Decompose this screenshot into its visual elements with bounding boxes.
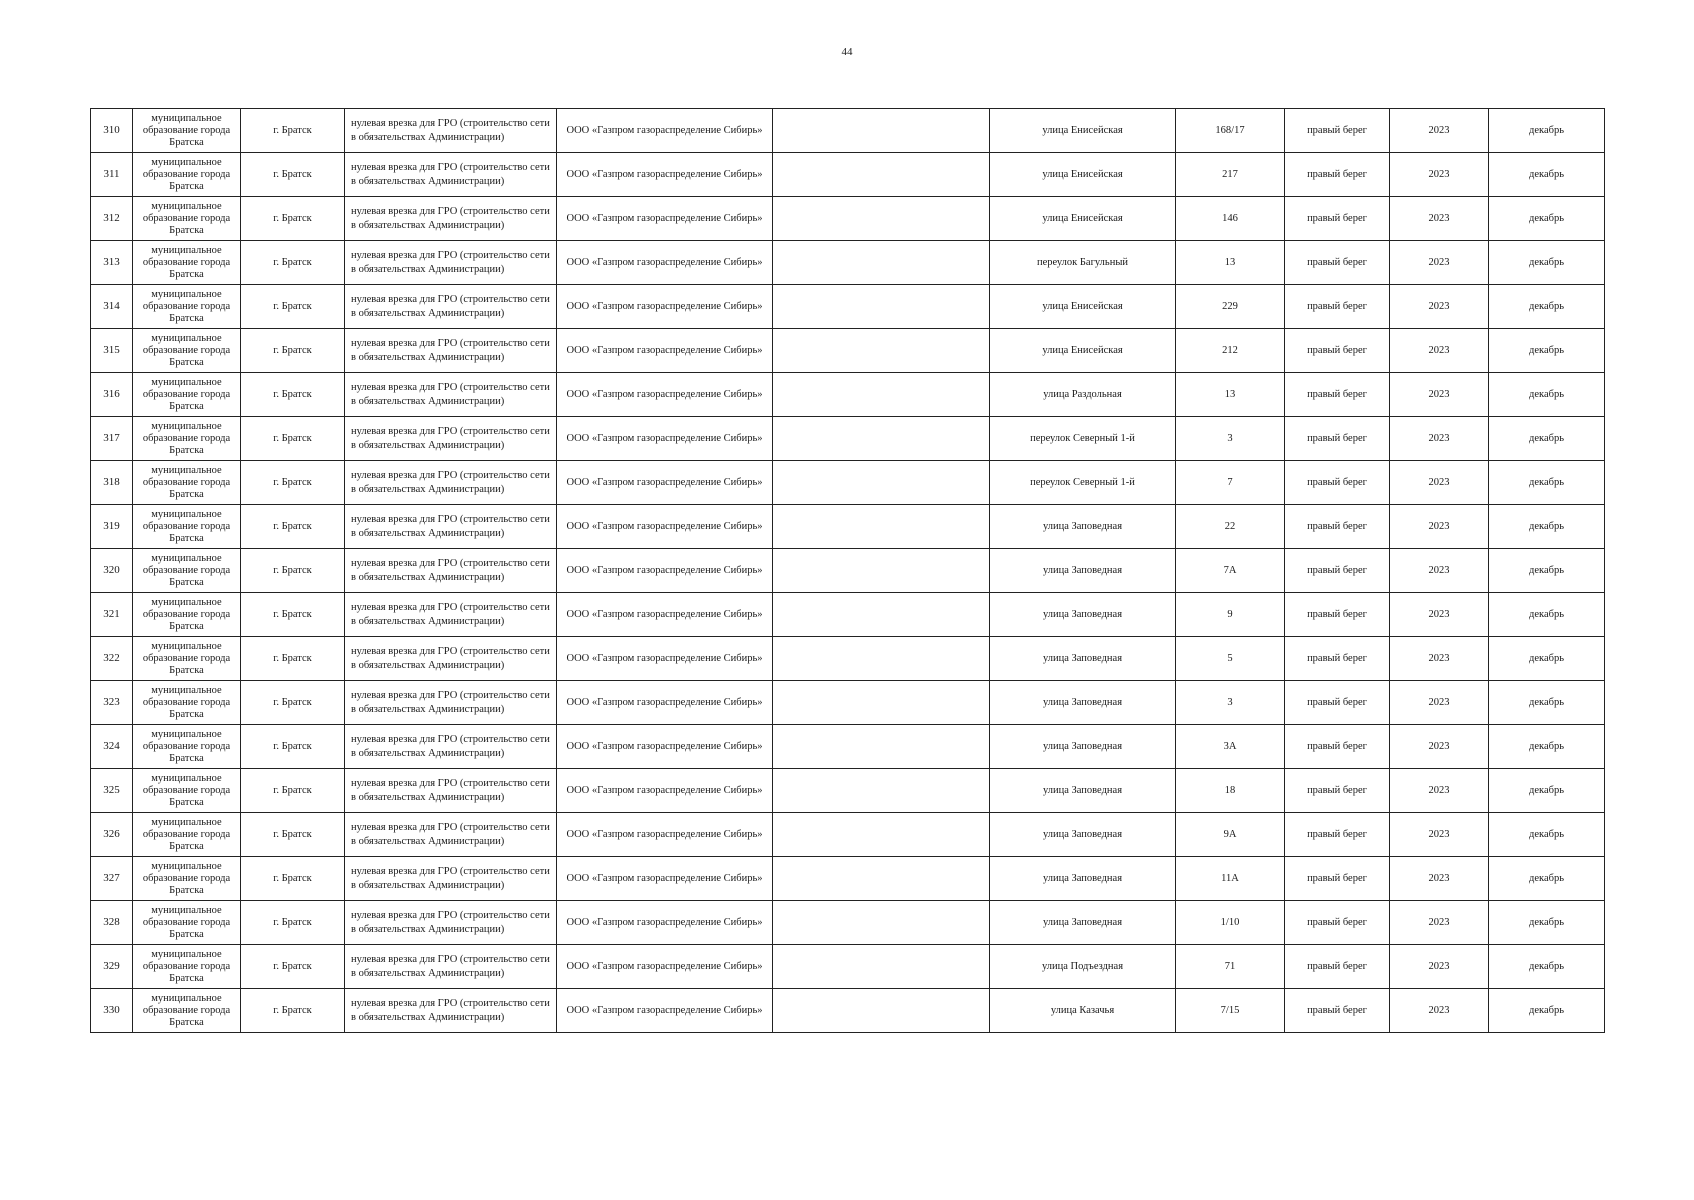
year-cell: 2023 bbox=[1390, 549, 1489, 593]
house-number-cell: 3 bbox=[1176, 681, 1285, 725]
city-cell: г. Братск bbox=[241, 329, 345, 373]
street-cell: улица Енисейская bbox=[990, 153, 1176, 197]
city-cell: г. Братск bbox=[241, 549, 345, 593]
data-table bbox=[90, 108, 1605, 1033]
row-number: 326 bbox=[91, 813, 133, 857]
month-cell: декабрь bbox=[1489, 461, 1605, 505]
table-row bbox=[91, 241, 1605, 285]
city-cell: г. Братск bbox=[241, 461, 345, 505]
river-bank-cell: правый берег bbox=[1285, 681, 1390, 725]
river-bank-cell: правый берег bbox=[1285, 857, 1390, 901]
municipality-cell: муниципальное образование города Братска bbox=[133, 725, 241, 769]
table-row bbox=[91, 417, 1605, 461]
river-bank-cell: правый берег bbox=[1285, 109, 1390, 153]
empty-cell bbox=[773, 945, 990, 989]
month-cell: декабрь bbox=[1489, 901, 1605, 945]
connection-type-cell: нулевая врезка для ГРО (строительство сети в обязательствах Администрации) bbox=[345, 373, 557, 417]
organization-cell: ООО «Газпром газораспределение Сибирь» bbox=[557, 329, 773, 373]
month-cell: декабрь bbox=[1489, 769, 1605, 813]
city-cell: г. Братск bbox=[241, 109, 345, 153]
table-row bbox=[91, 681, 1605, 725]
year-cell: 2023 bbox=[1390, 725, 1489, 769]
river-bank-cell: правый берег bbox=[1285, 725, 1390, 769]
empty-cell bbox=[773, 681, 990, 725]
empty-cell bbox=[773, 857, 990, 901]
year-cell: 2023 bbox=[1390, 945, 1489, 989]
city-cell: г. Братск bbox=[241, 681, 345, 725]
table-row bbox=[91, 153, 1605, 197]
year-cell: 2023 bbox=[1390, 241, 1489, 285]
city-cell: г. Братск bbox=[241, 813, 345, 857]
house-number-cell: 3А bbox=[1176, 725, 1285, 769]
month-cell: декабрь bbox=[1489, 725, 1605, 769]
house-number-cell: 168/17 bbox=[1176, 109, 1285, 153]
connection-type-cell: нулевая врезка для ГРО (строительство сети в обязательствах Администрации) bbox=[345, 637, 557, 681]
house-number-cell: 13 bbox=[1176, 373, 1285, 417]
river-bank-cell: правый берег bbox=[1285, 989, 1390, 1033]
table-row bbox=[91, 285, 1605, 329]
river-bank-cell: правый берег bbox=[1285, 901, 1390, 945]
table-row bbox=[91, 989, 1605, 1033]
connection-type-cell: нулевая врезка для ГРО (строительство сети в обязательствах Администрации) bbox=[345, 681, 557, 725]
street-cell: улица Заповедная bbox=[990, 725, 1176, 769]
table-row bbox=[91, 329, 1605, 373]
row-number: 321 bbox=[91, 593, 133, 637]
year-cell: 2023 bbox=[1390, 989, 1489, 1033]
city-cell: г. Братск bbox=[241, 857, 345, 901]
river-bank-cell: правый берег bbox=[1285, 285, 1390, 329]
organization-cell: ООО «Газпром газораспределение Сибирь» bbox=[557, 945, 773, 989]
empty-cell bbox=[773, 109, 990, 153]
row-number: 310 bbox=[91, 109, 133, 153]
street-cell: переулок Северный 1-й bbox=[990, 417, 1176, 461]
house-number-cell: 5 bbox=[1176, 637, 1285, 681]
row-number: 324 bbox=[91, 725, 133, 769]
municipality-cell: муниципальное образование города Братска bbox=[133, 989, 241, 1033]
row-number: 315 bbox=[91, 329, 133, 373]
house-number-cell: 71 bbox=[1176, 945, 1285, 989]
row-number: 313 bbox=[91, 241, 133, 285]
table-row bbox=[91, 945, 1605, 989]
month-cell: декабрь bbox=[1489, 197, 1605, 241]
connection-type-cell: нулевая врезка для ГРО (строительство сети в обязательствах Администрации) bbox=[345, 461, 557, 505]
connection-type-cell: нулевая врезка для ГРО (строительство сети в обязательствах Администрации) bbox=[345, 725, 557, 769]
organization-cell: ООО «Газпром газораспределение Сибирь» bbox=[557, 769, 773, 813]
street-cell: улица Заповедная bbox=[990, 681, 1176, 725]
city-cell: г. Братск bbox=[241, 637, 345, 681]
month-cell: декабрь bbox=[1489, 505, 1605, 549]
row-number: 330 bbox=[91, 989, 133, 1033]
house-number-cell: 22 bbox=[1176, 505, 1285, 549]
month-cell: декабрь bbox=[1489, 945, 1605, 989]
house-number-cell: 9 bbox=[1176, 593, 1285, 637]
organization-cell: ООО «Газпром газораспределение Сибирь» bbox=[557, 109, 773, 153]
row-number: 322 bbox=[91, 637, 133, 681]
table-row bbox=[91, 505, 1605, 549]
month-cell: декабрь bbox=[1489, 549, 1605, 593]
river-bank-cell: правый берег bbox=[1285, 637, 1390, 681]
year-cell: 2023 bbox=[1390, 769, 1489, 813]
municipality-cell: муниципальное образование города Братска bbox=[133, 901, 241, 945]
month-cell: декабрь bbox=[1489, 681, 1605, 725]
table-row bbox=[91, 637, 1605, 681]
connection-type-cell: нулевая врезка для ГРО (строительство сети в обязательствах Администрации) bbox=[345, 989, 557, 1033]
organization-cell: ООО «Газпром газораспределение Сибирь» bbox=[557, 285, 773, 329]
house-number-cell: 3 bbox=[1176, 417, 1285, 461]
empty-cell bbox=[773, 285, 990, 329]
street-cell: улица Раздольная bbox=[990, 373, 1176, 417]
city-cell: г. Братск bbox=[241, 593, 345, 637]
organization-cell: ООО «Газпром газораспределение Сибирь» bbox=[557, 549, 773, 593]
year-cell: 2023 bbox=[1390, 417, 1489, 461]
year-cell: 2023 bbox=[1390, 593, 1489, 637]
river-bank-cell: правый берег bbox=[1285, 549, 1390, 593]
municipality-cell: муниципальное образование города Братска bbox=[133, 373, 241, 417]
house-number-cell: 18 bbox=[1176, 769, 1285, 813]
empty-cell bbox=[773, 769, 990, 813]
table-row bbox=[91, 461, 1605, 505]
organization-cell: ООО «Газпром газораспределение Сибирь» bbox=[557, 901, 773, 945]
street-cell: улица Енисейская bbox=[990, 285, 1176, 329]
river-bank-cell: правый берег bbox=[1285, 153, 1390, 197]
city-cell: г. Братск bbox=[241, 505, 345, 549]
empty-cell bbox=[773, 329, 990, 373]
table-row bbox=[91, 197, 1605, 241]
municipality-cell: муниципальное образование города Братска bbox=[133, 505, 241, 549]
organization-cell: ООО «Газпром газораспределение Сибирь» bbox=[557, 505, 773, 549]
city-cell: г. Братск bbox=[241, 285, 345, 329]
street-cell: улица Енисейская bbox=[990, 109, 1176, 153]
empty-cell bbox=[773, 153, 990, 197]
house-number-cell: 1/10 bbox=[1176, 901, 1285, 945]
house-number-cell: 229 bbox=[1176, 285, 1285, 329]
connection-type-cell: нулевая врезка для ГРО (строительство сети в обязательствах Администрации) bbox=[345, 901, 557, 945]
municipality-cell: муниципальное образование города Братска bbox=[133, 153, 241, 197]
connection-type-cell: нулевая врезка для ГРО (строительство сети в обязательствах Администрации) bbox=[345, 549, 557, 593]
empty-cell bbox=[773, 549, 990, 593]
row-number: 328 bbox=[91, 901, 133, 945]
street-cell: улица Енисейская bbox=[990, 329, 1176, 373]
street-cell: улица Заповедная bbox=[990, 857, 1176, 901]
empty-cell bbox=[773, 241, 990, 285]
table-row bbox=[91, 725, 1605, 769]
empty-cell bbox=[773, 461, 990, 505]
street-cell: улица Заповедная bbox=[990, 637, 1176, 681]
connection-type-cell: нулевая врезка для ГРО (строительство сети в обязательствах Администрации) bbox=[345, 241, 557, 285]
row-number: 317 bbox=[91, 417, 133, 461]
connection-type-cell: нулевая врезка для ГРО (строительство сети в обязательствах Администрации) bbox=[345, 505, 557, 549]
municipality-cell: муниципальное образование города Братска bbox=[133, 549, 241, 593]
row-number: 318 bbox=[91, 461, 133, 505]
month-cell: декабрь bbox=[1489, 989, 1605, 1033]
row-number: 325 bbox=[91, 769, 133, 813]
municipality-cell: муниципальное образование города Братска bbox=[133, 593, 241, 637]
year-cell: 2023 bbox=[1390, 461, 1489, 505]
organization-cell: ООО «Газпром газораспределение Сибирь» bbox=[557, 813, 773, 857]
empty-cell bbox=[773, 593, 990, 637]
page-number: 44 bbox=[841, 46, 853, 58]
municipality-cell: муниципальное образование города Братска bbox=[133, 945, 241, 989]
row-number: 319 bbox=[91, 505, 133, 549]
organization-cell: ООО «Газпром газораспределение Сибирь» bbox=[557, 373, 773, 417]
month-cell: декабрь bbox=[1489, 593, 1605, 637]
empty-cell bbox=[773, 989, 990, 1033]
municipality-cell: муниципальное образование города Братска bbox=[133, 197, 241, 241]
house-number-cell: 146 bbox=[1176, 197, 1285, 241]
connection-type-cell: нулевая врезка для ГРО (строительство сети в обязательствах Администрации) bbox=[345, 813, 557, 857]
street-cell: переулок Северный 1-й bbox=[990, 461, 1176, 505]
table-row bbox=[91, 549, 1605, 593]
city-cell: г. Братск bbox=[241, 197, 345, 241]
year-cell: 2023 bbox=[1390, 285, 1489, 329]
river-bank-cell: правый берег bbox=[1285, 197, 1390, 241]
organization-cell: ООО «Газпром газораспределение Сибирь» bbox=[557, 989, 773, 1033]
table-row bbox=[91, 901, 1605, 945]
row-number: 316 bbox=[91, 373, 133, 417]
empty-cell bbox=[773, 373, 990, 417]
year-cell: 2023 bbox=[1390, 637, 1489, 681]
municipality-cell: муниципальное образование города Братска bbox=[133, 461, 241, 505]
connection-type-cell: нулевая врезка для ГРО (строительство сети в обязательствах Администрации) bbox=[345, 109, 557, 153]
month-cell: декабрь bbox=[1489, 241, 1605, 285]
connection-type-cell: нулевая врезка для ГРО (строительство сети в обязательствах Администрации) bbox=[345, 285, 557, 329]
month-cell: декабрь bbox=[1489, 373, 1605, 417]
house-number-cell: 7/15 bbox=[1176, 989, 1285, 1033]
organization-cell: ООО «Газпром газораспределение Сибирь» bbox=[557, 681, 773, 725]
street-cell: улица Заповедная bbox=[990, 593, 1176, 637]
month-cell: декабрь bbox=[1489, 417, 1605, 461]
year-cell: 2023 bbox=[1390, 197, 1489, 241]
table-row bbox=[91, 593, 1605, 637]
river-bank-cell: правый берег bbox=[1285, 593, 1390, 637]
organization-cell: ООО «Газпром газораспределение Сибирь» bbox=[557, 417, 773, 461]
street-cell: улица Заповедная bbox=[990, 769, 1176, 813]
empty-cell bbox=[773, 197, 990, 241]
year-cell: 2023 bbox=[1390, 813, 1489, 857]
connection-type-cell: нулевая врезка для ГРО (строительство сети в обязательствах Администрации) bbox=[345, 945, 557, 989]
row-number: 329 bbox=[91, 945, 133, 989]
city-cell: г. Братск bbox=[241, 241, 345, 285]
river-bank-cell: правый берег bbox=[1285, 505, 1390, 549]
row-number: 311 bbox=[91, 153, 133, 197]
city-cell: г. Братск bbox=[241, 725, 345, 769]
city-cell: г. Братск bbox=[241, 373, 345, 417]
city-cell: г. Братск bbox=[241, 901, 345, 945]
empty-cell bbox=[773, 505, 990, 549]
connection-type-cell: нулевая врезка для ГРО (строительство сети в обязательствах Администрации) bbox=[345, 153, 557, 197]
house-number-cell: 7А bbox=[1176, 549, 1285, 593]
connection-type-cell: нулевая врезка для ГРО (строительство сети в обязательствах Администрации) bbox=[345, 329, 557, 373]
river-bank-cell: правый берег bbox=[1285, 329, 1390, 373]
organization-cell: ООО «Газпром газораспределение Сибирь» bbox=[557, 197, 773, 241]
table-row bbox=[91, 109, 1605, 153]
year-cell: 2023 bbox=[1390, 109, 1489, 153]
house-number-cell: 212 bbox=[1176, 329, 1285, 373]
month-cell: декабрь bbox=[1489, 329, 1605, 373]
month-cell: декабрь bbox=[1489, 637, 1605, 681]
table-row bbox=[91, 373, 1605, 417]
municipality-cell: муниципальное образование города Братска bbox=[133, 241, 241, 285]
month-cell: декабрь bbox=[1489, 857, 1605, 901]
connection-type-cell: нулевая врезка для ГРО (строительство сети в обязательствах Администрации) bbox=[345, 769, 557, 813]
row-number: 323 bbox=[91, 681, 133, 725]
empty-cell bbox=[773, 725, 990, 769]
table-row bbox=[91, 813, 1605, 857]
row-number: 320 bbox=[91, 549, 133, 593]
house-number-cell: 217 bbox=[1176, 153, 1285, 197]
municipality-cell: муниципальное образование города Братска bbox=[133, 329, 241, 373]
river-bank-cell: правый берег bbox=[1285, 769, 1390, 813]
row-number: 314 bbox=[91, 285, 133, 329]
municipality-cell: муниципальное образование города Братска bbox=[133, 637, 241, 681]
empty-cell bbox=[773, 637, 990, 681]
year-cell: 2023 bbox=[1390, 505, 1489, 549]
organization-cell: ООО «Газпром газораспределение Сибирь» bbox=[557, 857, 773, 901]
empty-cell bbox=[773, 813, 990, 857]
river-bank-cell: правый берег bbox=[1285, 945, 1390, 989]
month-cell: декабрь bbox=[1489, 813, 1605, 857]
year-cell: 2023 bbox=[1390, 373, 1489, 417]
city-cell: г. Братск bbox=[241, 153, 345, 197]
street-cell: улица Заповедная bbox=[990, 505, 1176, 549]
house-number-cell: 9А bbox=[1176, 813, 1285, 857]
street-cell: улица Подъездная bbox=[990, 945, 1176, 989]
river-bank-cell: правый берег bbox=[1285, 373, 1390, 417]
row-number: 312 bbox=[91, 197, 133, 241]
table-row bbox=[91, 857, 1605, 901]
year-cell: 2023 bbox=[1390, 681, 1489, 725]
river-bank-cell: правый берег bbox=[1285, 461, 1390, 505]
empty-cell bbox=[773, 901, 990, 945]
municipality-cell: муниципальное образование города Братска bbox=[133, 681, 241, 725]
street-cell: улица Енисейская bbox=[990, 197, 1176, 241]
row-number: 327 bbox=[91, 857, 133, 901]
empty-cell bbox=[773, 417, 990, 461]
river-bank-cell: правый берег bbox=[1285, 813, 1390, 857]
house-number-cell: 13 bbox=[1176, 241, 1285, 285]
table-body bbox=[91, 109, 1605, 1033]
year-cell: 2023 bbox=[1390, 329, 1489, 373]
municipality-cell: муниципальное образование города Братска bbox=[133, 813, 241, 857]
municipality-cell: муниципальное образование города Братска bbox=[133, 109, 241, 153]
organization-cell: ООО «Газпром газораспределение Сибирь» bbox=[557, 153, 773, 197]
house-number-cell: 11А bbox=[1176, 857, 1285, 901]
organization-cell: ООО «Газпром газораспределение Сибирь» bbox=[557, 461, 773, 505]
city-cell: г. Братск bbox=[241, 417, 345, 461]
municipality-cell: муниципальное образование города Братска bbox=[133, 285, 241, 329]
organization-cell: ООО «Газпром газораспределение Сибирь» bbox=[557, 593, 773, 637]
street-cell: улица Заповедная bbox=[990, 813, 1176, 857]
city-cell: г. Братск bbox=[241, 769, 345, 813]
organization-cell: ООО «Газпром газораспределение Сибирь» bbox=[557, 241, 773, 285]
year-cell: 2023 bbox=[1390, 153, 1489, 197]
table-row bbox=[91, 769, 1605, 813]
year-cell: 2023 bbox=[1390, 901, 1489, 945]
house-number-cell: 7 bbox=[1176, 461, 1285, 505]
municipality-cell: муниципальное образование города Братска bbox=[133, 417, 241, 461]
organization-cell: ООО «Газпром газораспределение Сибирь» bbox=[557, 637, 773, 681]
month-cell: декабрь bbox=[1489, 153, 1605, 197]
connection-type-cell: нулевая врезка для ГРО (строительство сети в обязательствах Администрации) bbox=[345, 593, 557, 637]
river-bank-cell: правый берег bbox=[1285, 417, 1390, 461]
river-bank-cell: правый берег bbox=[1285, 241, 1390, 285]
municipality-cell: муниципальное образование города Братска bbox=[133, 769, 241, 813]
month-cell: декабрь bbox=[1489, 285, 1605, 329]
month-cell: декабрь bbox=[1489, 109, 1605, 153]
year-cell: 2023 bbox=[1390, 857, 1489, 901]
connection-type-cell: нулевая врезка для ГРО (строительство сети в обязательствах Администрации) bbox=[345, 857, 557, 901]
connection-type-cell: нулевая врезка для ГРО (строительство сети в обязательствах Администрации) bbox=[345, 417, 557, 461]
municipality-cell: муниципальное образование города Братска bbox=[133, 857, 241, 901]
city-cell: г. Братск bbox=[241, 945, 345, 989]
city-cell: г. Братск bbox=[241, 989, 345, 1033]
organization-cell: ООО «Газпром газораспределение Сибирь» bbox=[557, 725, 773, 769]
connection-type-cell: нулевая врезка для ГРО (строительство сети в обязательствах Администрации) bbox=[345, 197, 557, 241]
street-cell: переулок Багульный bbox=[990, 241, 1176, 285]
street-cell: улица Заповедная bbox=[990, 901, 1176, 945]
street-cell: улица Заповедная bbox=[990, 549, 1176, 593]
street-cell: улица Казачья bbox=[990, 989, 1176, 1033]
